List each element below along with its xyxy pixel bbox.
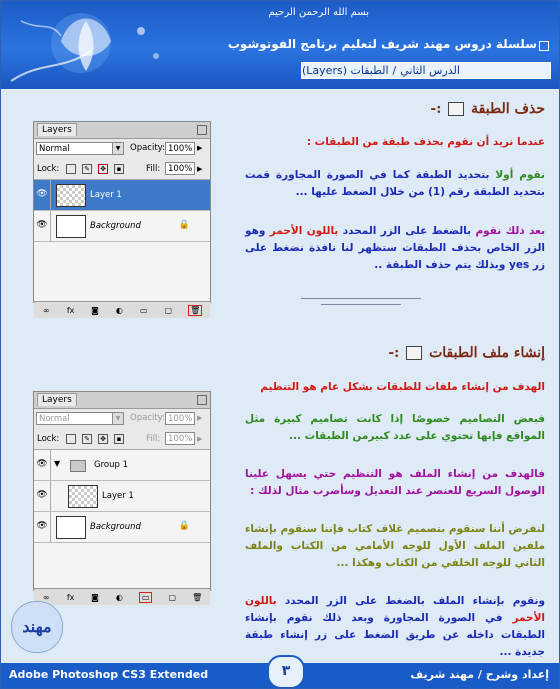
layers-list-empty <box>34 543 210 588</box>
eye-icon[interactable]: 👁 <box>36 521 48 531</box>
blend-mode-value: Normal <box>39 414 70 424</box>
lesson-bar <box>301 62 551 79</box>
layer-name: Background <box>90 522 141 532</box>
eye-icon[interactable]: 👁 <box>36 189 48 199</box>
section2-title-text: إنشاء ملف الطبقات <box>429 345 545 361</box>
fx-icon[interactable]: fx <box>66 305 75 315</box>
blend-row <box>34 409 210 429</box>
lock-row <box>34 159 210 180</box>
panel-menu-icon[interactable] <box>197 395 207 405</box>
page-number: ٣ <box>267 655 305 689</box>
lock-position-icon[interactable]: ✥ <box>98 164 108 174</box>
panel-tab-bar <box>34 392 210 409</box>
section2-p2: فبعض التصاميم خصوصًا إذا كانت تصاميم كبيرة مثل المواقع فإنها تحتوي على عدد كبيرمن الطبقات ... <box>245 413 545 442</box>
header-banner <box>1 1 559 89</box>
lock-pixels-icon[interactable]: ✎ <box>82 434 92 444</box>
panel-menu-icon[interactable] <box>197 125 207 135</box>
step1-text: بتحديد الطبقة كما في الصورة المجاورة قمت بتحديد الطبقة رقم (1) من خلال الضغط عليها ... <box>245 169 545 198</box>
eye-icon[interactable]: 👁 <box>36 459 48 469</box>
eye-column-divider <box>50 481 51 511</box>
eye-icon[interactable]: 👁 <box>36 490 48 500</box>
new-group-icon[interactable]: ▭ <box>140 305 148 315</box>
eye-icon[interactable]: 👁 <box>36 220 48 230</box>
section2-p3: فالهدف من إنشاء الملف هو التنظيم حتي يسهل علينا الوصول السريع للعنصر عند التعديل وسأضرب مثال لذلك : <box>245 468 545 497</box>
section2-p4 <box>245 521 545 572</box>
group-name: Group 1 <box>94 460 128 470</box>
separator: / <box>392 64 397 77</box>
adjustment-icon[interactable]: ◐ <box>115 592 123 602</box>
layer-name: Layer 1 <box>102 491 134 501</box>
divider <box>301 298 421 299</box>
section2-p5-c: في الصورة المجاورة وبعد ذلك نقوم بإنشاء الطبقات داخله عن طريق الضغط على زر إنشاء طبقة جديدة ... <box>245 612 545 658</box>
blend-mode-select[interactable] <box>36 142 124 155</box>
step2-lead: بعد ذلك نقوم <box>475 225 546 237</box>
fill-label: Fill: <box>146 434 161 444</box>
layer-thumbnail <box>68 485 98 508</box>
fill-input[interactable]: 100% <box>165 432 195 445</box>
section1-suffix: :- <box>430 101 442 117</box>
trash-icon[interactable]: 🗑 <box>190 305 201 315</box>
link-icon[interactable]: ∞ <box>42 305 50 315</box>
opacity-label: Opacity: <box>130 413 165 423</box>
layer-name: Background <box>90 221 141 231</box>
layer-thumbnail <box>56 516 86 539</box>
step1-lead: نقوم أولا <box>495 169 545 181</box>
flower-decoration-icon <box>1 1 191 89</box>
lock-label: Lock: <box>37 164 60 174</box>
trash-icon <box>448 102 464 116</box>
signature-logo-icon: مهند <box>11 601 63 653</box>
blend-mode-value: Normal <box>39 144 70 154</box>
layer-name: Layer 1 <box>90 190 122 200</box>
layers-list-empty <box>34 242 210 301</box>
chevron-down-icon: ▼ <box>112 413 123 424</box>
section2-suffix: :- <box>388 345 400 361</box>
layer-row[interactable] <box>34 211 210 242</box>
layers-panel-2 <box>33 391 211 602</box>
layers-tab[interactable]: Layers <box>37 393 77 406</box>
fill-label: Fill: <box>146 164 161 174</box>
mask-icon[interactable]: ◙ <box>91 305 99 315</box>
footer <box>1 663 559 688</box>
eye-column-divider <box>50 512 51 542</box>
group-row[interactable] <box>34 450 210 481</box>
section1-step2 <box>245 223 545 274</box>
lock-all-icon[interactable]: ▪ <box>114 164 124 174</box>
new-layer-icon[interactable]: ▢ <box>168 592 177 602</box>
section1-title-text: حذف الطبقة <box>471 101 545 117</box>
lock-icon: 🔒 <box>178 220 190 230</box>
bullet-box-icon <box>539 41 549 51</box>
eye-column-divider <box>50 180 51 210</box>
section2-p4-text: لنفرض أننا سنقوم بتصميم غلاف كتاب فإننا سنقوم بإنشاء ملفين الملف الأول للوجه الأمامي من الكتاب والملف الثاني للوجه الخلفي من الكتاب وهكذا ... <box>245 523 545 569</box>
opacity-slider-arrow-icon[interactable]: ▶ <box>197 414 203 422</box>
series-title: سلسلة دروس مهند شريف لتعليم برنامج الفوتوشوب <box>227 37 537 51</box>
blend-mode-select[interactable] <box>36 412 124 425</box>
new-group-icon[interactable]: ▭ <box>139 592 152 603</box>
mask-icon[interactable]: ◙ <box>91 592 99 602</box>
opacity-slider-arrow-icon[interactable]: ▶ <box>197 144 203 152</box>
adjustment-icon[interactable]: ◐ <box>115 305 123 315</box>
layer-row[interactable] <box>34 512 210 543</box>
eye-column-divider <box>50 211 51 241</box>
layer-thumbnail <box>56 215 86 238</box>
section2-p5 <box>245 593 545 661</box>
lock-transparency-icon[interactable] <box>66 434 76 444</box>
step2-text-b: وهو الزر الخاص بحذف الطبقات ستظهر لنا نافذة نضغط على زر yes وبذلك يتم حذف الطبقة .. <box>245 225 545 271</box>
layer-row[interactable] <box>34 481 210 512</box>
section1-step1 <box>245 167 545 201</box>
trash-icon[interactable]: 🗑 <box>192 592 203 602</box>
opacity-input[interactable]: 100% <box>165 142 195 155</box>
lock-row <box>34 429 210 450</box>
fx-icon[interactable]: fx <box>66 592 75 602</box>
fill-slider-arrow-icon[interactable]: ▶ <box>197 435 203 443</box>
chevron-down-icon: ▼ <box>112 143 123 154</box>
opacity-input[interactable]: 100% <box>165 412 195 425</box>
lock-transparency-icon[interactable] <box>66 164 76 174</box>
step2-red: باللون الأحمر <box>269 225 339 237</box>
link-icon[interactable]: ∞ <box>42 592 50 602</box>
layers-panel-1 <box>33 121 211 315</box>
eye-column-divider <box>50 450 51 480</box>
opacity-label: Opacity: <box>130 143 165 153</box>
step2-text-a: بالضغط على الزر المحدد <box>342 225 472 237</box>
section1-title <box>430 101 545 117</box>
blend-row <box>34 139 210 159</box>
lesson-number: الدرس الثاني <box>400 64 460 77</box>
footer-author: إعداد وشرح / مهند شريف <box>410 668 549 681</box>
basmala-text: بسم الله الرحمن الرحيم <box>268 7 369 18</box>
section2-p5-red: باللون الأحمر <box>245 595 545 624</box>
folder-icon <box>406 346 422 360</box>
panel-tab-bar <box>34 122 210 139</box>
lesson-name: الطبقات (Layers) <box>302 64 389 77</box>
section1-intro: عندما نريد أن نقوم بحذف طبقة من الطبقات : <box>306 136 545 148</box>
layer-thumbnail <box>56 184 86 207</box>
lock-label: Lock: <box>37 434 60 444</box>
new-layer-icon[interactable]: ▢ <box>164 305 173 315</box>
lock-icon: 🔒 <box>178 521 190 531</box>
section2-title <box>388 345 545 361</box>
footer-app-name: Adobe Photoshop CS3 Extended <box>9 668 209 681</box>
fill-slider-arrow-icon[interactable]: ▶ <box>197 165 203 173</box>
layer-row[interactable] <box>34 180 210 211</box>
section2-p1: الهدف من إنشاء ملفات للطبقات بشكل عام هو التنظيم <box>260 381 545 393</box>
fill-input[interactable]: 100% <box>165 162 195 175</box>
panel-footer <box>34 301 210 318</box>
folder-icon <box>70 460 86 472</box>
lock-all-icon[interactable]: ▪ <box>114 434 124 444</box>
lock-position-icon[interactable]: ✥ <box>98 434 108 444</box>
panel-footer <box>34 588 210 605</box>
expand-triangle-icon[interactable]: ▼ <box>54 459 61 468</box>
lock-pixels-icon[interactable]: ✎ <box>82 164 92 174</box>
layers-tab[interactable]: Layers <box>37 123 77 136</box>
divider <box>321 304 401 305</box>
section2-p5-a: ونقوم بإنشاء الملف بالضغط على الزر المحدد <box>284 595 545 607</box>
